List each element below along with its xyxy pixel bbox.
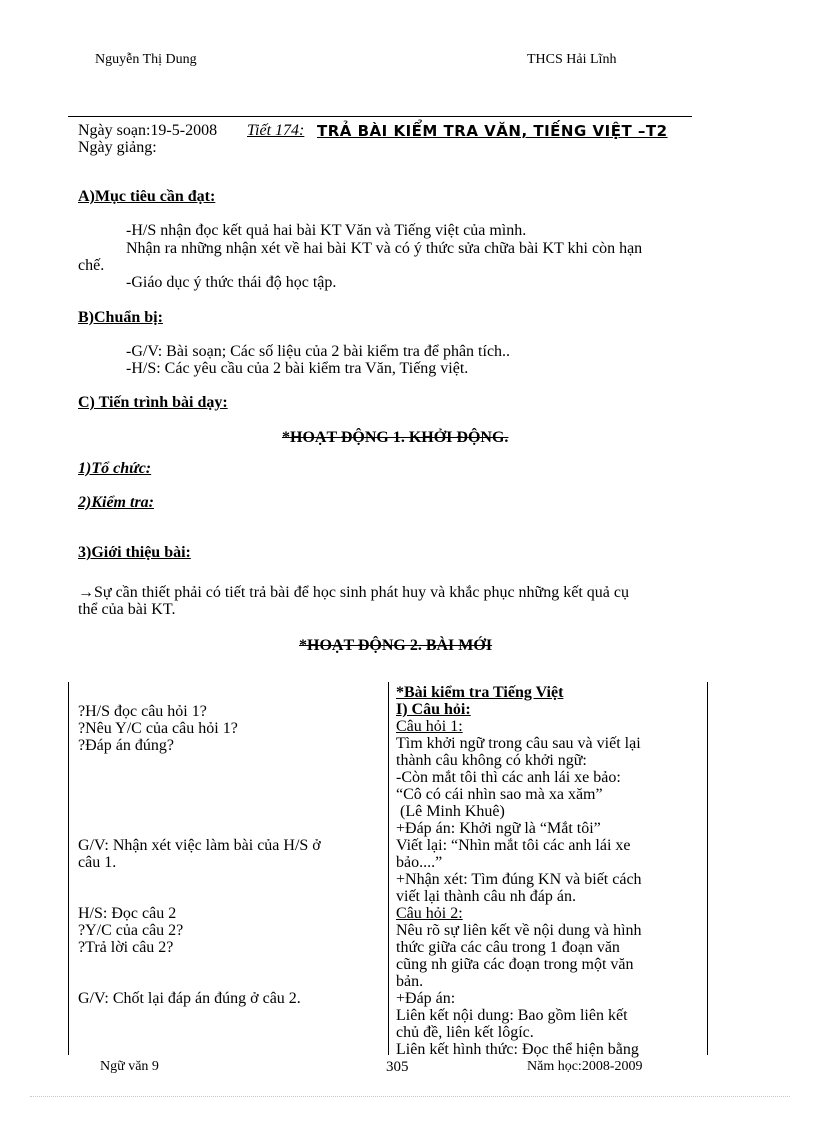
section-c-heading: C) Tiến trình bài dạy: — [78, 394, 228, 411]
left-item: G/V: Chốt lại đáp án đúng ở câu 2. — [78, 990, 301, 1007]
left-item: ?H/S đọc câu hỏi 1? — [78, 703, 207, 720]
activity-1-heading: *HOẠT ĐỘNG 1. KHỞI ĐỘNG. — [282, 429, 509, 446]
intro-line2: thể của bài KT. — [78, 601, 176, 618]
sub-introduction: 3)Giới thiệu bài: — [78, 544, 191, 561]
lesson-period: Tiết 174: — [247, 122, 305, 139]
section-b-line1: -G/V: Bài soạn; Các số liệu của 2 bài kiểm tra để phân tích.. — [126, 343, 511, 360]
footer-subject: Ngữ văn 9 — [100, 1059, 159, 1074]
section-a-line2-cont: chế. — [78, 257, 105, 274]
q2-line: +Đáp án: — [396, 990, 456, 1007]
left-item: câu 1. — [78, 854, 117, 871]
q1-line: viết lại thành câu nh đáp án. — [396, 888, 576, 905]
footer-page-number: 305 — [386, 1059, 409, 1075]
q2-line: thức giữa các câu trong 1 đoạn văn — [396, 939, 620, 956]
sub-check: 2)Kiểm tra: — [78, 494, 154, 511]
q2-line: chủ đề, liên kết lôgíc. — [396, 1024, 534, 1041]
right-part1: I) Câu hỏi: — [396, 701, 471, 718]
q1-line: -Còn mắt tôi thì các anh lái xe bảo: — [396, 769, 621, 786]
left-item: H/S: Đọc câu 2 — [78, 905, 177, 922]
table-left-border — [68, 682, 69, 1055]
sub-organisation: 1)Tổ chức: — [78, 460, 152, 477]
date-taught: Ngày giảng: — [78, 139, 157, 156]
section-a-line1: -H/S nhận đọc kết quả hai bài KT Văn và Tiếng việt của mình. — [126, 222, 527, 239]
q1-line: +Nhận xét: Tìm đúng KN và biết cách — [396, 871, 642, 888]
question-1-label: Câu hỏi 1: — [396, 718, 463, 735]
left-column-block4 — [78, 990, 301, 1007]
section-a-line2: Nhận ra những nhận xét về hai bài KT và có ý thức sửa chữa bài KT khi còn hạn — [126, 240, 643, 257]
intro-line1: →Sự cần thiết phải có tiết trả bài để học sinh phát huy và khắc phục những kết quả cụ — [78, 584, 629, 601]
left-item: G/V: Nhận xét việc làm bài của H/S ở — [78, 837, 321, 854]
left-column-block3 — [78, 905, 183, 956]
footer-year: Năm học:2008-2009 — [527, 1059, 643, 1074]
q2-line: Nêu rõ sự liên kết về nội dung và hình — [396, 922, 642, 939]
left-column-block2 — [78, 837, 321, 871]
table-right-border — [707, 682, 708, 1055]
page-edge-dots — [30, 1096, 790, 1097]
q1-line: Tìm khởi ngữ trong câu sau và viết lại — [396, 735, 641, 752]
q1-line: bảo....” — [396, 854, 443, 871]
left-item: ?Đáp án đúng? — [78, 737, 174, 754]
right-title: *Bài kiểm tra Tiếng Việt — [396, 684, 564, 701]
header-author: Nguyễn Thị Dung — [95, 52, 197, 67]
left-item: ?Nêu Y/C của câu hỏi 1? — [78, 720, 238, 737]
right-column — [396, 684, 642, 1058]
q2-line: bản. — [396, 973, 424, 990]
table-middle-border — [388, 682, 389, 1055]
section-b-heading: B)Chuẩn bị: — [78, 309, 163, 326]
q1-line: (Lê Minh Khuê) — [396, 803, 505, 820]
q1-line: “Cô có cái nhìn sao mà xa xăm” — [396, 786, 603, 803]
question-2-label: Câu hỏi 2: — [396, 905, 463, 922]
activity-2-heading: *HOẠT ĐỘNG 2. BÀI MỚI — [299, 637, 493, 654]
left-item: ?Trả lời câu 2? — [78, 939, 174, 956]
lesson-title: TRẢ BÀI KIỂM TRA VĂN, TIẾNG VIỆT –T2 — [317, 122, 668, 140]
q2-line: Liên kết hình thức: Đọc thể hiện bằng — [396, 1041, 639, 1058]
q1-line: thành câu không có khởi ngữ: — [396, 752, 587, 769]
left-column — [78, 703, 238, 754]
section-b-line2: -H/S: Các yêu cầu của 2 bài kiểm tra Văn, Tiếng việt. — [126, 360, 469, 377]
section-a-line3: -Giáo dục ý thức thái độ học tập. — [126, 274, 337, 291]
q2-line: Liên kết nội dung: Bao gồm liên kết — [396, 1007, 628, 1024]
date-prepared: Ngày soạn:19-5-2008 — [78, 122, 218, 139]
header-school: THCS Hải Lĩnh — [527, 52, 617, 67]
section-a-heading: A)Mục tiêu cần đạt: — [78, 188, 216, 205]
left-item: ?Y/C của câu 2? — [78, 922, 184, 939]
header-rule — [68, 116, 692, 117]
q1-line: +Đáp án: Khởi ngữ là “Mắt tôi” — [396, 820, 601, 837]
q1-line: Viết lại: “Nhìn mắt tôi các anh lái xe — [396, 837, 631, 854]
q2-line: cũng nh giữa các đoạn trong một văn — [396, 956, 634, 973]
